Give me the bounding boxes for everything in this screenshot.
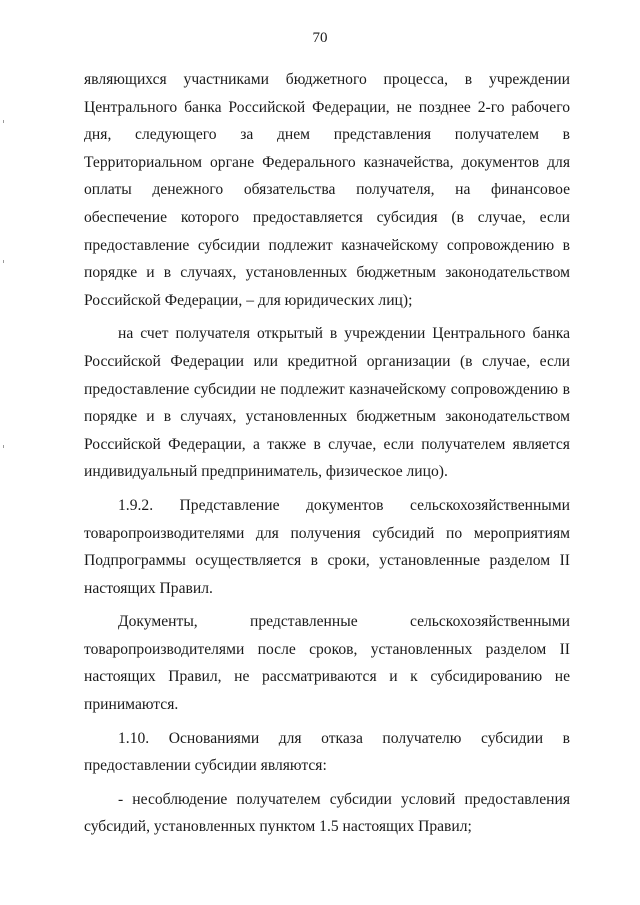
paragraph: Документы, представленные сельскохозяйственными товаропроизводителями после сроков, установленных разделом II настоящих Правил, не рассматриваются и к субсидированию не принимаются. [84, 613, 570, 714]
paragraph: являющихся участниками бюджетного процесса, в учреждении Центрального банка Российской Федерации, не позднее 2-го рабочего дня, следующего за днем представления получателем в Территориальном органе Федерального казначейства, документов для оплаты денежного обязательства получателя, на финансовое обеспечение которого предоставляется субсидия (в случае, если предоставление субсидии подлежит казначейскому сопровождению в порядке и в случаях, установленных бюджетным законодательством Российской Федерации, – для юридических лиц); [84, 71, 570, 309]
scan-margin-mark [3, 445, 4, 448]
document-body [84, 66, 570, 847]
paragraph: 1.10. Основаниями для отказа получателю субсидии в предоставлении субсидии являются: [84, 729, 570, 775]
paragraph: на счет получателя открытый в учреждении Центрального банка Российской Федерации или кредитной организации (в случае, если предоставление субсидии не подлежит казначейскому сопровождению в порядке и в случаях, установленных бюджетным законодательством Российской Федерации, а также в случае, если получателем является индивидуальный предприниматель, физическое лицо). [84, 325, 570, 481]
paragraph: - несоблюдение получателем субсидии условий предоставления субсидий, установленных пунктом 1.5 настоящих Правил; [84, 790, 570, 836]
scan-margin-mark [3, 120, 4, 123]
page-number: 70 [312, 30, 328, 46]
scan-margin-mark [3, 260, 4, 263]
paragraph: 1.9.2. Представление документов сельскохозяйственными товаропроизводителями для получения субсидий по мероприятиям Подпрограммы осуществляется в сроки, установленные разделом II настоящих Правил. [84, 496, 570, 597]
